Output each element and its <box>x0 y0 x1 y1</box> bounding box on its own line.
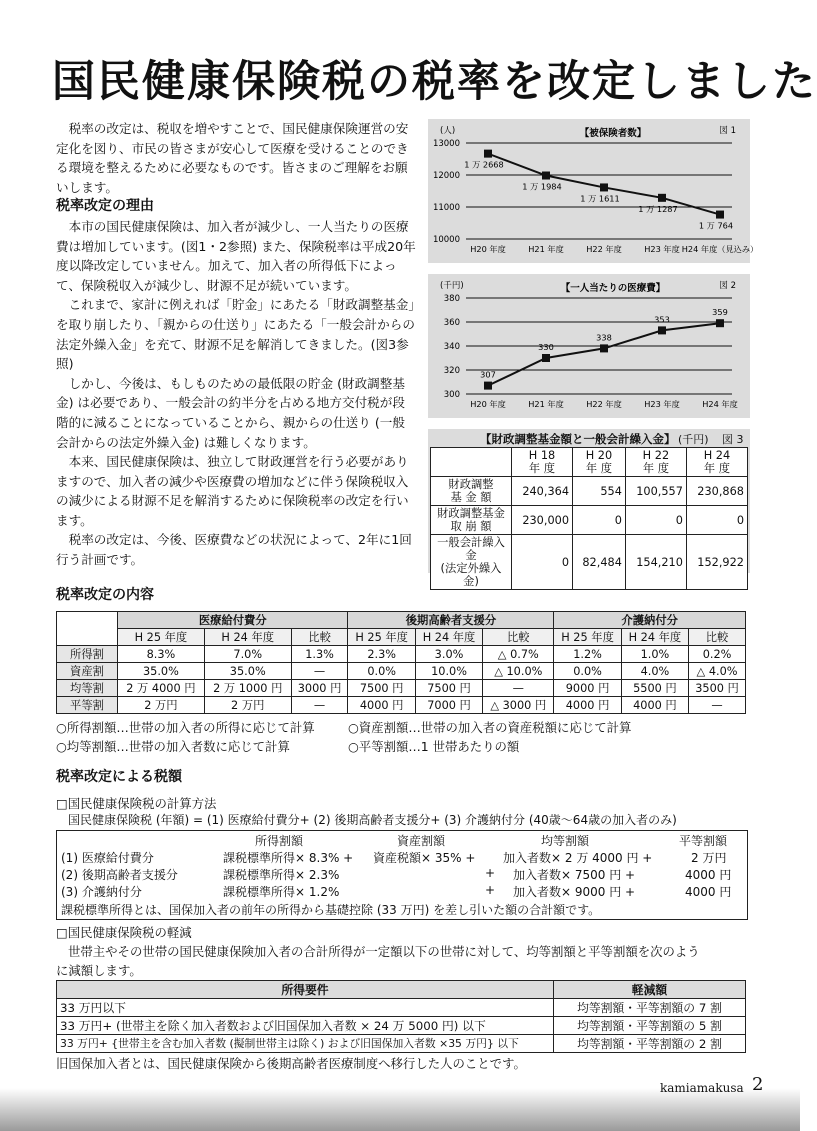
fund-cell: 230,000 <box>512 506 573 535</box>
fund-row-label <box>431 535 512 590</box>
reduction-requirement: 33 万円以下 <box>57 999 554 1017</box>
reduction-heading: □国民健康保険税の軽減 <box>56 925 192 940</box>
reason-heading: 税率改定の理由 <box>56 198 154 215</box>
rate-cell: 2 万円 <box>118 697 205 714</box>
calc-cell: 4000 円 <box>685 885 732 899</box>
legend-income: ○所得割額…世帯の加入者の所得に応じて計算 <box>56 720 315 735</box>
rate-cell: 4000 円 <box>554 697 621 714</box>
data-point <box>658 326 666 334</box>
data-label: 338 <box>596 332 612 343</box>
fund-cell: 230,868 <box>686 477 747 506</box>
reduction-table <box>56 980 746 1053</box>
y-tick-label: 320 <box>443 366 460 376</box>
subheader-h24: H 24 年度 <box>204 629 291 646</box>
data-label: 330 <box>538 342 554 352</box>
rate-cell: 10.0% <box>415 663 482 680</box>
intro-paragraph: 税率の改定は、税収を増やすことで、国民健康保険運営の安定化を図り、市民の皆さまが安心して医療を受けることのできる環境を整えるために必要なものです。皆さまのご理解をお願いします。 <box>56 121 409 195</box>
rate-row-label: 平等割 <box>57 697 118 714</box>
rate-group-row <box>57 612 746 629</box>
data-point <box>484 150 492 158</box>
calc-col-income: 所得割額 <box>255 834 304 848</box>
rate-cell: 4000 円 <box>348 697 415 714</box>
reason-paragraph-4: 本来、国民健康保険は、独立して財政運営を行う必要がありますので、加入者の減少や医療費の増加などに伴う保険税収入の減少による財源不足を解消するために保険税率の改定を行います。 <box>56 454 409 528</box>
data-label: 307 <box>480 369 496 380</box>
reduction-row <box>57 1017 746 1035</box>
y-tick-label: 13000 <box>432 139 460 149</box>
rate-cell: — <box>291 697 348 714</box>
rate-cell: — <box>291 663 348 680</box>
subheader-compare: 比較 <box>483 629 554 646</box>
data-label: 1 万 1984 <box>522 181 562 192</box>
rate-cell: 7500 円 <box>348 680 415 697</box>
fund-row-label-line: 財政調整基金 <box>437 507 505 520</box>
rate-cell: 1.2% <box>554 646 621 663</box>
subheader-h25: H 25 年度 <box>554 629 621 646</box>
reduction-col-amount: 軽減額 <box>554 981 746 999</box>
rate-cell: 0.0% <box>348 663 415 680</box>
fund-cell: 0 <box>625 506 686 535</box>
fund-cell: 554 <box>573 477 626 506</box>
figure-label: 図 2 <box>719 281 736 291</box>
data-point <box>600 344 608 352</box>
group-nursing: 介護納付分 <box>554 612 746 629</box>
fund-col-label: 年 度 <box>642 462 669 475</box>
y-tick-label: 11000 <box>432 203 460 213</box>
reduction-amount: 均等割額・平等割額の 5 割 <box>554 1017 746 1035</box>
data-label: 1 万 1611 <box>580 193 620 204</box>
data-point <box>542 354 550 362</box>
rate-row-label: 均等割 <box>57 680 118 697</box>
fund-col-h18 <box>512 448 573 477</box>
reduction-amount: 均等割額・平等割額の 7 割 <box>554 999 746 1017</box>
rate-cell: 3000 円 <box>291 680 348 697</box>
calc-box <box>56 830 748 920</box>
data-point <box>600 183 608 191</box>
group-elderly-support: 後期高齢者支援分 <box>348 612 554 629</box>
page-number: 2 <box>752 1074 764 1095</box>
medical-cost-chart-panel <box>428 274 750 418</box>
calc-line-medical: (1) 医療給付費分 <box>61 851 154 865</box>
fund-row-label-line: (法定外繰入金) <box>440 562 502 588</box>
fund-row-label <box>431 477 512 506</box>
rate-cell: 7.0% <box>204 646 291 663</box>
calc-line-elderly: (2) 後期高齢者支援分 <box>61 868 178 882</box>
calc-col-per-capita: 均等割額 <box>541 834 590 848</box>
fund-col-label: H 24 <box>703 449 731 462</box>
calc-cell: + <box>485 883 496 897</box>
rate-table-body <box>57 646 746 714</box>
figure-label: 図 1 <box>719 126 736 136</box>
fund-table-figure-label: 図 3 <box>722 433 744 446</box>
fund-table <box>430 447 748 590</box>
medical-cost-chart <box>428 274 750 418</box>
x-tick-label: H24 年度 <box>702 399 738 409</box>
fund-table-panel <box>428 429 750 588</box>
y-tick-label: 10000 <box>432 235 460 245</box>
legend-asset: ○資産割額…世帯の加入者の資産税額に応じて計算 <box>348 720 632 735</box>
group-medical: 医療給付費分 <box>118 612 348 629</box>
fund-col-label: 年 度 <box>528 462 556 475</box>
x-tick-label: H22 年度 <box>586 399 622 409</box>
legend-per-capita: ○均等割額…世帯の加入者数に応じて計算 <box>56 739 290 754</box>
reduction-text-line-2: に減額します。 <box>56 963 142 978</box>
fund-cell: 0 <box>512 535 573 590</box>
y-tick-label: 300 <box>443 390 460 400</box>
rate-cell: 0.2% <box>689 646 746 663</box>
data-point <box>658 194 666 202</box>
insured-count-chart <box>428 119 759 263</box>
fund-table-title: 【財政調整基金額と一般会計繰入金】 <box>480 432 676 446</box>
x-tick-label: H20 年度 <box>470 244 506 254</box>
calc-cell: 加入者数× 2 万 4000 円 + <box>503 851 653 865</box>
calc-cell: 資産税額× 35% + <box>373 851 476 865</box>
legend-row-2 <box>56 737 519 755</box>
rate-row <box>57 663 746 680</box>
fund-row-label <box>431 506 512 535</box>
subheader-compare: 比較 <box>291 629 348 646</box>
rate-table-corner <box>57 612 118 646</box>
calc-cell: 加入者数× 9000 円 + <box>513 885 636 899</box>
fund-col-h22 <box>625 448 686 477</box>
calc-cell: + <box>485 866 496 880</box>
calc-col-per-household: 平等割額 <box>679 834 728 848</box>
fund-cell: 152,922 <box>686 535 747 590</box>
rate-section-heading: 税率改定の内容 <box>56 587 154 603</box>
data-label: 359 <box>712 307 728 318</box>
y-tick-label: 380 <box>443 294 460 304</box>
rate-row <box>57 646 746 663</box>
x-tick-label: H23 年度 <box>644 399 680 409</box>
reduction-requirement: 33 万円+ {世帯主を含む加入者数 (擬制世帯主は除く) および旧国保加入者数 ×35 万円} 以下 <box>57 1035 554 1053</box>
data-label: 353 <box>654 314 670 325</box>
rate-cell: △ 0.7% <box>483 646 554 663</box>
calc-cell: 課税標準所得× 2.3% <box>223 868 340 882</box>
fund-col-label: 年 度 <box>585 462 613 475</box>
footer-site: kamiamakusa <box>660 1081 744 1095</box>
rate-cell: 2.3% <box>348 646 415 663</box>
calc-method-heading: □国民健康保険税の計算方法 <box>56 796 217 811</box>
reason-paragraph-3: しかし、今後は、もしものための最低限の貯金 (財政調整基金) は必要であり、一般会計の約半分を占める地方交付税が段階的に減ることになっていることから、親からの仕送り (一般会計からの法定外繰入金) は難しくなります。 <box>56 375 405 450</box>
rate-cell: 35.0% <box>118 663 205 680</box>
y-tick-label: 12000 <box>432 171 460 181</box>
subheader-compare: 比較 <box>689 629 746 646</box>
subheader-h24: H 24 年度 <box>415 629 482 646</box>
data-label: 1 万 2668 <box>464 159 504 170</box>
x-tick-label: H20 年度 <box>470 399 506 409</box>
subheader-h25: H 25 年度 <box>348 629 415 646</box>
legend-row-1 <box>56 718 631 736</box>
reduction-requirement: 33 万円+ (世帯主を除く加入者数および旧国保加入者数 × 24 万 5000 円) 以下 <box>57 1017 554 1035</box>
rate-cell: 1.3% <box>291 646 348 663</box>
y-axis-unit: (千円) <box>440 281 464 291</box>
fund-col-h20 <box>573 448 626 477</box>
rate-cell: 9000 円 <box>554 680 621 697</box>
rate-cell: 7500 円 <box>415 680 482 697</box>
data-point <box>716 211 724 219</box>
rate-cell: △ 10.0% <box>483 663 554 680</box>
calc-cell: 4000 円 <box>685 868 732 882</box>
x-tick-label: H23 年度 <box>644 244 680 254</box>
x-tick-label: H24 年度（見込み） <box>681 244 759 254</box>
y-axis-unit: (人) <box>440 126 456 136</box>
rate-cell: 3.0% <box>415 646 482 663</box>
fund-col-label: H 20 <box>585 449 613 462</box>
rate-cell: 4.0% <box>621 663 688 680</box>
calc-col-asset: 資産割額 <box>397 834 446 848</box>
fund-cell: 0 <box>686 506 747 535</box>
reduction-amount: 均等割額・平等割額の 2 割 <box>554 1035 746 1053</box>
data-point <box>484 382 492 390</box>
data-point <box>542 172 550 180</box>
rate-row <box>57 680 746 697</box>
subheader-h25: H 25 年度 <box>118 629 205 646</box>
intro-column <box>56 119 416 570</box>
plot-area <box>466 143 732 239</box>
rate-row <box>57 697 746 714</box>
reduction-row <box>57 999 746 1017</box>
page-title: 国民健康保険税の税率を改定しました <box>52 57 817 107</box>
fund-table-row <box>431 535 748 590</box>
chart-title: 【一人当たりの医療費】 <box>560 283 666 294</box>
x-tick-label: H22 年度 <box>586 244 622 254</box>
subheader-h24: H 24 年度 <box>621 629 688 646</box>
fund-row-label-line: 一般会計繰入金 <box>437 536 505 562</box>
reduction-row <box>57 1035 746 1053</box>
rate-cell: 8.3% <box>118 646 205 663</box>
fund-table-row <box>431 477 748 506</box>
fund-table-corner <box>431 448 512 477</box>
reduction-header-row <box>57 981 746 999</box>
fund-col-h24 <box>686 448 747 477</box>
old-insured-footnote: 旧国保加入者とは、国民健康保険から後期高齢者医療制度へ移行した人のことです。 <box>56 1056 526 1071</box>
fund-col-label: 年 度 <box>703 462 731 475</box>
rate-cell: 2 万 1000 円 <box>204 680 291 697</box>
fund-cell: 154,210 <box>625 535 686 590</box>
reason-paragraph-5: 税率の改定は、今後、医療費などの状況によって、2年に1回行う計画です。 <box>56 532 412 568</box>
rate-cell: — <box>689 697 746 714</box>
fund-col-label: H 18 <box>528 449 556 462</box>
legend-per-household: ○平等割額…1 世帯あたりの額 <box>348 739 520 754</box>
chart-title: 【被保険者数】 <box>579 128 647 139</box>
calc-cell: 課税標準所得× 8.3% + <box>223 851 354 865</box>
y-tick-label: 360 <box>443 318 460 328</box>
x-tick-label: H21 年度 <box>528 244 564 254</box>
calc-note: 課税標準所得とは、国保加入者の前年の所得から基礎控除 (33 万円) を差し引いた額の合計額です。 <box>61 903 601 917</box>
data-label: 1 万 764 <box>698 220 734 231</box>
fund-row-label-line: 財政調整 <box>448 478 494 491</box>
rate-cell: — <box>483 680 554 697</box>
rate-cell: 7000 円 <box>415 697 482 714</box>
rate-cell: △ 4.0% <box>689 663 746 680</box>
reduction-col-requirement: 所得要件 <box>57 981 554 999</box>
data-label: 1 万 1287 <box>638 203 678 214</box>
rate-row-label: 所得割 <box>57 646 118 663</box>
calc-section-heading: 税率改定による税額 <box>56 769 182 785</box>
reason-paragraph-2: これまで、家計に例えれば「貯金」にあたる「財政調整基金」を取り崩したり、「親からの仕送り」にあたる「一般会計からの法定外繰入金」を充て、財源不足を解消してきました。(図3参照) <box>56 297 415 372</box>
fund-cell: 0 <box>573 506 626 535</box>
rate-cell: △ 3000 円 <box>483 697 554 714</box>
rate-cell: 1.0% <box>621 646 688 663</box>
fund-cell: 82,484 <box>573 535 626 590</box>
fund-table-row <box>431 506 748 535</box>
fund-table-unit: (千円) <box>678 433 709 446</box>
rate-subheader-row <box>57 629 746 646</box>
rate-cell: 35.0% <box>204 663 291 680</box>
calc-formula: 国民健康保険税 (年額) = (1) 医療給付費分+ (2) 後期高齢者支援分+ (3) 介護納付分 (40歳～64歳の加入者のみ) <box>68 813 677 827</box>
rate-cell: 3500 円 <box>689 680 746 697</box>
rate-cell: 5500 円 <box>621 680 688 697</box>
rate-cell: 2 万円 <box>204 697 291 714</box>
calc-cell: 課税標準所得× 1.2% <box>223 885 340 899</box>
reduction-text-line-1: 世帯主やその世帯の国民健康保険加入者の合計所得が一定額以下の世帯に対して、均等割額と平等割額を次のよう <box>68 944 700 959</box>
calc-cell: 2 万円 <box>691 851 727 865</box>
calc-cell: 加入者数× 7500 円 + <box>513 868 636 882</box>
fund-cell: 100,557 <box>625 477 686 506</box>
rate-cell: 2 万 4000 円 <box>118 680 205 697</box>
y-tick-label: 340 <box>443 342 460 352</box>
insured-count-chart-panel <box>428 119 759 263</box>
calc-line-nursing: (3) 介護納付分 <box>61 885 142 899</box>
fund-row-label-line: 基 金 額 <box>450 491 492 504</box>
rate-cell: 0.0% <box>554 663 621 680</box>
rate-cell: 4000 円 <box>621 697 688 714</box>
fund-row-label-line: 取 崩 額 <box>450 520 492 533</box>
x-tick-label: H21 年度 <box>528 399 564 409</box>
fund-table-header-row <box>431 448 748 477</box>
rate-row-label: 資産割 <box>57 663 118 680</box>
rate-table <box>56 611 746 714</box>
data-point <box>716 319 724 327</box>
fund-cell: 240,364 <box>512 477 573 506</box>
fund-col-label: H 22 <box>642 449 670 462</box>
reason-paragraph-1: 本市の国民健康保険は、加入者が減少し、一人当たりの医療費は増加しています。(図1・2参照) また、保険税率は平成20年度以降改定していません。加えて、加入者の所得低下によって、保険税収入が減少し、財源不足が続いています。 <box>56 218 416 293</box>
